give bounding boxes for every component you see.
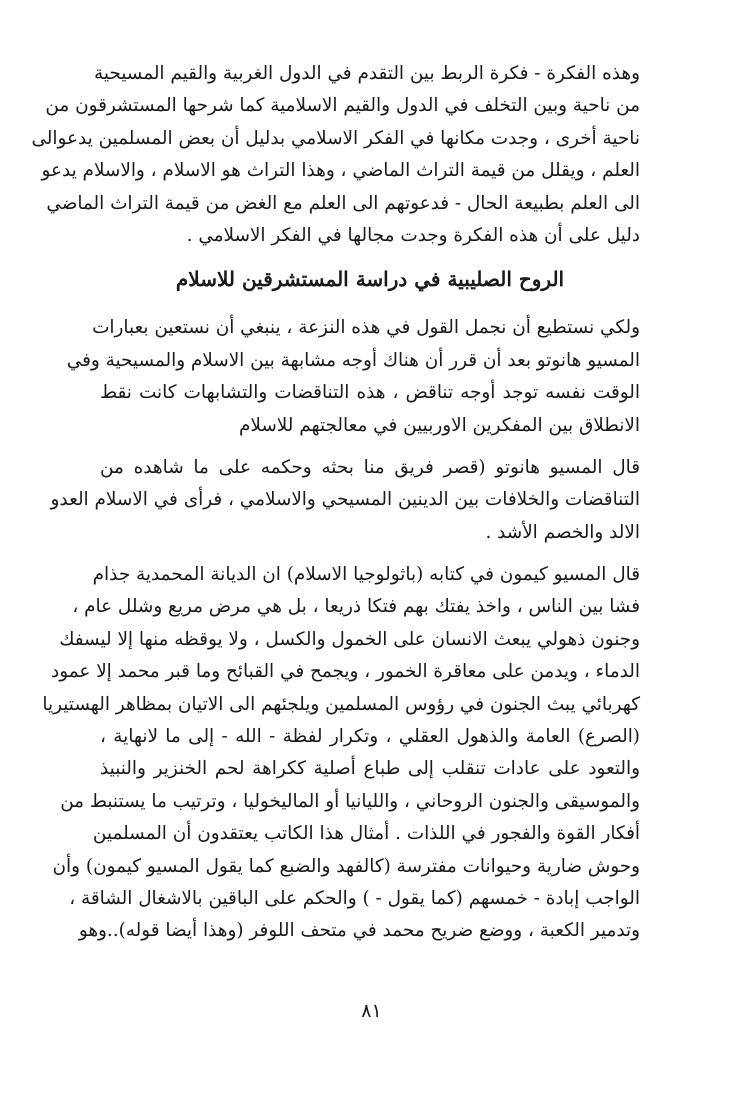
text-line: دليل على أن هذه الفكرة وجدت مجالها في الفكر الاسلامي . xyxy=(186,224,640,246)
text-line: الدماء ، ويدمن على معاقرة الخمور ، ويجمح في القبائح وما قبر محمد إلا عمود xyxy=(51,661,640,683)
text-line: فشا بين الناس ، واخذ يفتك بهم فتكا ذريعا ، بل هي مرض مريع وشلل عام ، xyxy=(72,596,640,618)
text-line: الوقت نفسه توجد أوجه تناقض ، هذه التناقضات والتشابهات كانت نقط xyxy=(100,382,640,404)
text-line: والتعود على عادات تنقلب إلى طباع أصلية ككراهة لحم الخنزير والنبيذ xyxy=(100,758,640,780)
text-line: أفكار القوة والفجور في اللذات . أمثال هذا الكاتب يعتقدون أن المسلمين xyxy=(92,823,640,845)
text-line: ولكي نستطيع أن نجمل القول في هذه النزعة ، ينبغي أن نستعين بعبارات xyxy=(92,317,640,339)
page-number: ٨١ xyxy=(361,1000,382,1022)
page-body xyxy=(31,58,640,948)
text-line: الواجب إبادة - خمسهم (كما يقول - ) والحكم على الباقين بالاشغال الشاقة ، xyxy=(69,887,640,909)
text-line: قال المسيو هانوتو (قصر فريق منا بحثه وحكمه على ما شاهده من xyxy=(100,456,640,478)
text-line: الى العلم بطبيعة الحال - فدعوتهم الى العلم مع الغض من قيمة التراث الماضي xyxy=(46,192,640,214)
text-line: والموسيقى والجنون الروحاني ، والليانيا أو الماليخوليا ، وترتيب ما يستنبط من xyxy=(60,790,640,812)
text-line: من ناحية وبين التخلف في الدول والقيم الاسلامية كما شرحها المستشرقون من xyxy=(45,95,640,117)
paragraph-gap xyxy=(100,549,640,559)
text-line: ناحية أخرى ، وجدت مكانها في الفكر الاسلامي بدليل أن بعض المسلمين يدعوالى xyxy=(31,127,640,149)
paragraph-1 xyxy=(31,58,640,252)
paragraph-gap xyxy=(100,442,640,452)
text-line: كهربائي يبث الجنون في رؤوس المسلمين ويلجئهم الى الاتيان بمظاهر الهستيريا xyxy=(42,693,640,715)
text-line: وحوش ضارية وحيوانات مفترسة (كالفهد والضبع كما يقول المسيو كيمون) وأن xyxy=(52,855,640,877)
text-line: المسيو هانوتو بعد أن قرر أن هناك أوجه مشابهة بين الاسلام والمسيحية وفي xyxy=(66,349,640,371)
paragraph-4 xyxy=(42,559,640,948)
paragraph-2 xyxy=(66,312,640,442)
text-line: وهذه الفكرة - فكرة الربط بين التقدم في الدول الغربية والقيم المسيحية xyxy=(93,63,640,84)
text-line: الالد والخصم الأشد . xyxy=(485,521,640,543)
section-heading: الروح الصليبية في دراسة المستشرقين للاسلام xyxy=(175,267,565,292)
text-line: الانطلاق بين المفكرين الاوربيين في معالجتهم للاسلام xyxy=(239,414,640,436)
text-line: وتدمير الكعبة ، ووضع ضريح محمد في متحف اللوفر (وهذا أيضا قوله)..وهو xyxy=(78,920,640,942)
text-line: قال المسيو كيمون في كتابه (باثولوجيا الاسلام) ان الديانة المحمدية جذام xyxy=(92,564,640,586)
text-line: العلم ، ويقلل من قيمة التراث الماضي ، وهذا التراث هو الاسلام ، والاسلام يدعو xyxy=(41,160,640,182)
text-line: (الصرع) العامة والذهول العقلي ، وتكرار لفظة - الله - إلى ما لانهاية ، xyxy=(100,726,640,748)
text-line: وجنون ذهولي يبعث الانسان على الخمول والكسل ، ولا يوقظه منها إلا ليسفك xyxy=(59,628,640,650)
paragraph-3 xyxy=(50,452,640,549)
text-line: التناقضات والخلافات بين الدينين المسيحي والاسلامي ، فرأى في الاسلام العدو xyxy=(50,489,640,511)
